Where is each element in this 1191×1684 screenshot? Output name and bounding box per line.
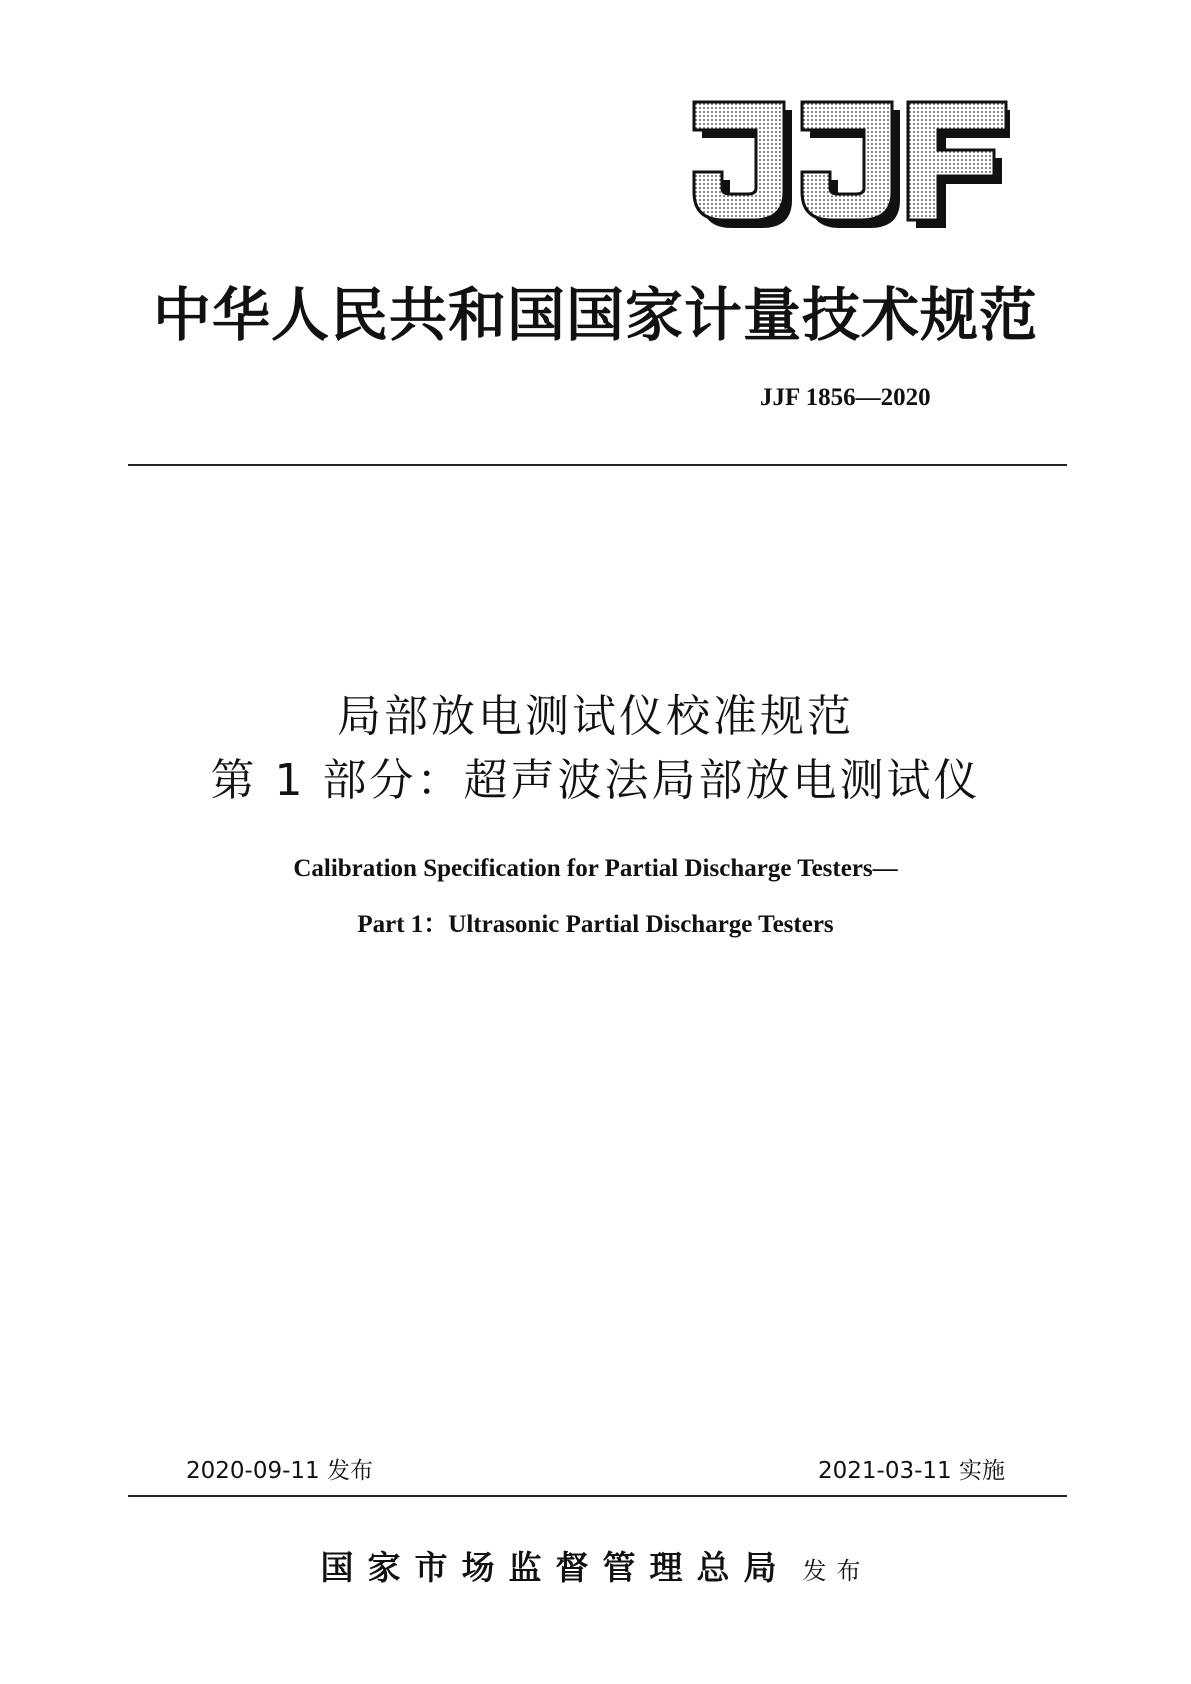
chinese-title-line-2: 第 1 部分：超声波法局部放电测试仪: [210, 755, 981, 806]
publisher: [0, 1542, 1191, 1589]
issue-date: 2020-09-11 发布: [186, 1458, 373, 1484]
chinese-title-line-1: 局部放电测试仪校准规范: [337, 691, 854, 742]
bottom-divider: [128, 1495, 1067, 1497]
publisher-name: 国家市场监督管理总局: [320, 1548, 791, 1587]
implementation-date: 2021-03-11 实施: [818, 1458, 1005, 1484]
top-divider: [128, 464, 1067, 466]
publisher-suffix: 发布: [802, 1557, 871, 1585]
jjf-logo: [690, 96, 1010, 230]
main-title: 中华人民共和国国家计量技术规范: [152, 281, 1038, 349]
english-title-line-1: Calibration Specification for Partial Discharge Testers—: [293, 855, 898, 882]
english-title-line-2: Part 1：Ultrasonic Partial Discharge Testers: [357, 911, 834, 938]
document-number: JJF 1856—2020: [760, 384, 931, 411]
